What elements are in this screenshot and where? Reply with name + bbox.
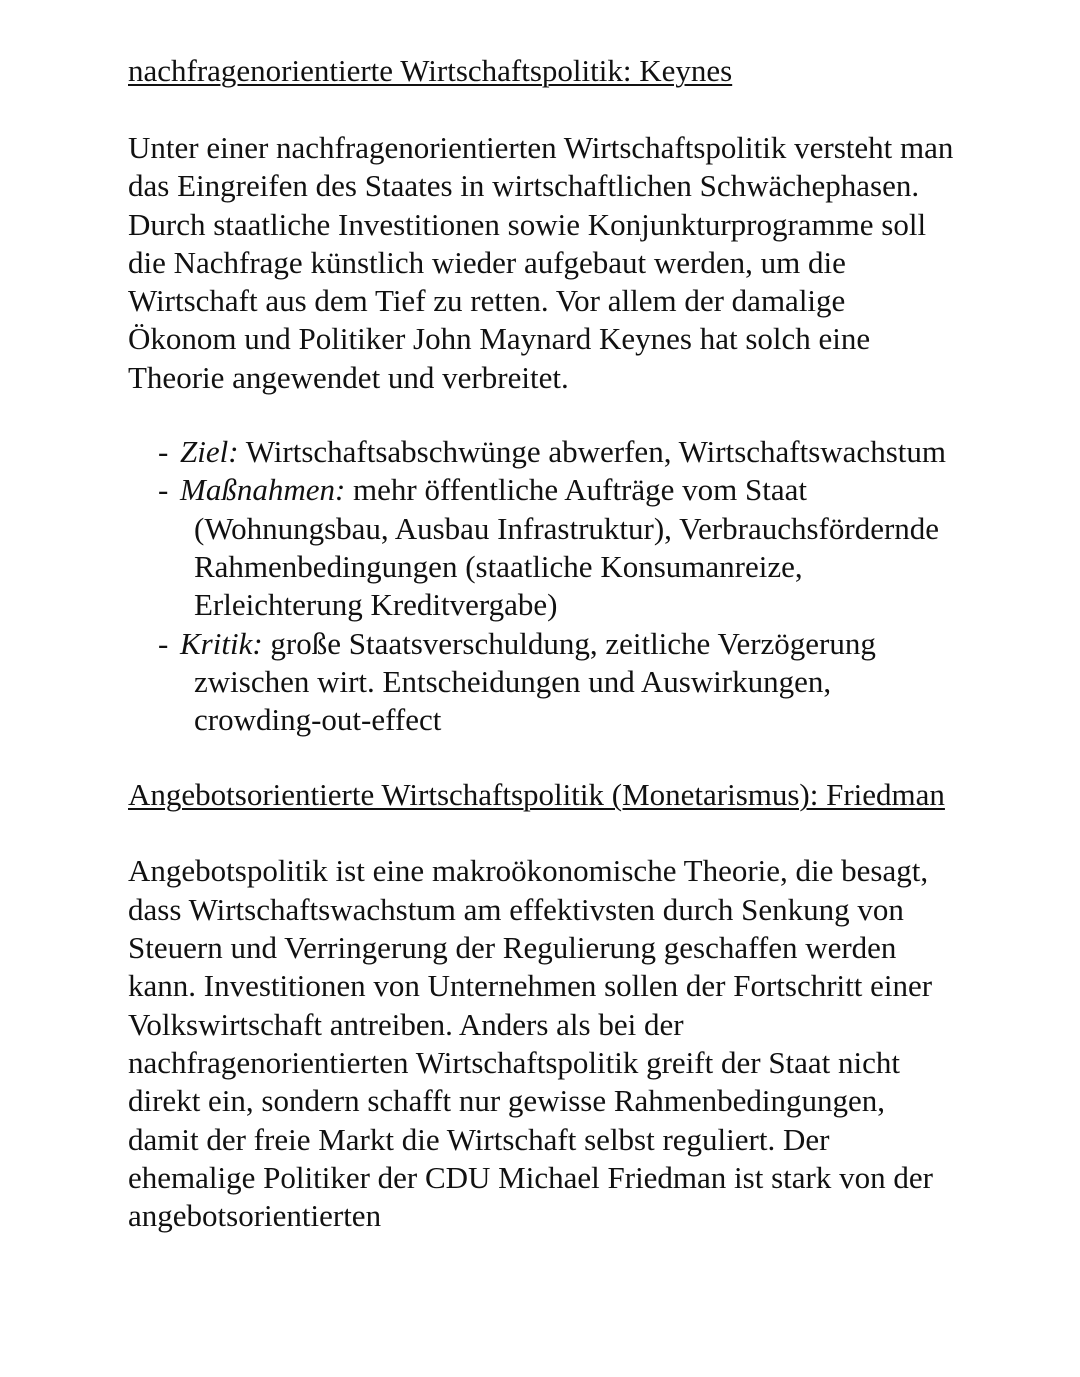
spacer	[128, 814, 958, 852]
section-heading-friedman: Angebotsorientierte Wirtschaftspolitik (Monetarismus): Friedman	[128, 777, 945, 813]
bullet-dash: -	[158, 472, 169, 508]
spacer	[128, 90, 958, 129]
spacer	[128, 397, 958, 433]
bullet-text: große Staatsverschuldung, zeitliche Verzögerung zwischen wirt. Entscheidungen und Auswirkungen, crowding-out-effect	[194, 625, 876, 738]
bullet-item-kritik	[158, 625, 958, 740]
paragraph-friedman: Angebotspolitik ist eine makroökonomische Theorie, die besagt, dass Wirtschaftswachstum am effektivsten durch Senkung von Steuern und Verringerung der Regulierung geschaffen werden kann. Investitionen von Unternehmen sollen der Fortschritt einer Volkswirtschaft antreiben. Anders als bei der nachfragenorientierten Wirtschaftspolitik greift der Staat nicht direkt ein, sondern schafft nur gewisse Rahmenbedingungen, damit der freie Markt die Wirtschaft selbst reguliert. Der ehemalige Politiker der CDU Michael Friedman ist stark von der angebotsorientierten	[128, 853, 933, 1234]
bullet-text: mehr öffentliche Aufträge vom Staat (Wohnungsbau, Ausbau Infrastruktur), Verbrauchsfördernde Rahmenbedingungen (staatliche Konsumanreize, Erleichterung Kreditvergabe)	[194, 472, 940, 623]
keynes-bullet-list	[128, 433, 958, 739]
section-heading-keynes: nachfragenorientierte Wirtschaftspolitik: Keynes	[128, 53, 733, 88]
bullet-label: Kritik:	[180, 625, 263, 661]
bullet-item-massnahmen	[158, 471, 958, 624]
paragraph-keynes: Unter einer nachfragenorientierten Wirtschaftspolitik versteht man das Eingreifen des Staates in wirtschaftlichen Schwächephasen. Durch staatliche Investitionen sowie Konjunkturprogramme soll die Nachfrage künstlich wieder aufgebaut werden, um die Wirtschaft aus dem Tief zu retten. Vor allem der damalige Ökonom und Politiker John Maynard Keynes hat solch eine Theorie angewendet und verbreitet.	[128, 130, 954, 395]
bullet-dash: -	[158, 625, 169, 661]
document-page	[128, 52, 958, 1235]
spacer	[128, 739, 958, 776]
bullet-dash: -	[158, 434, 169, 470]
bullet-text: Wirtschaftsabschwünge abwerfen, Wirtschaftswachstum	[238, 434, 946, 470]
bullet-label: Maßnahmen:	[180, 472, 346, 508]
bullet-item-ziel	[158, 433, 958, 471]
bullet-label: Ziel:	[180, 434, 239, 470]
